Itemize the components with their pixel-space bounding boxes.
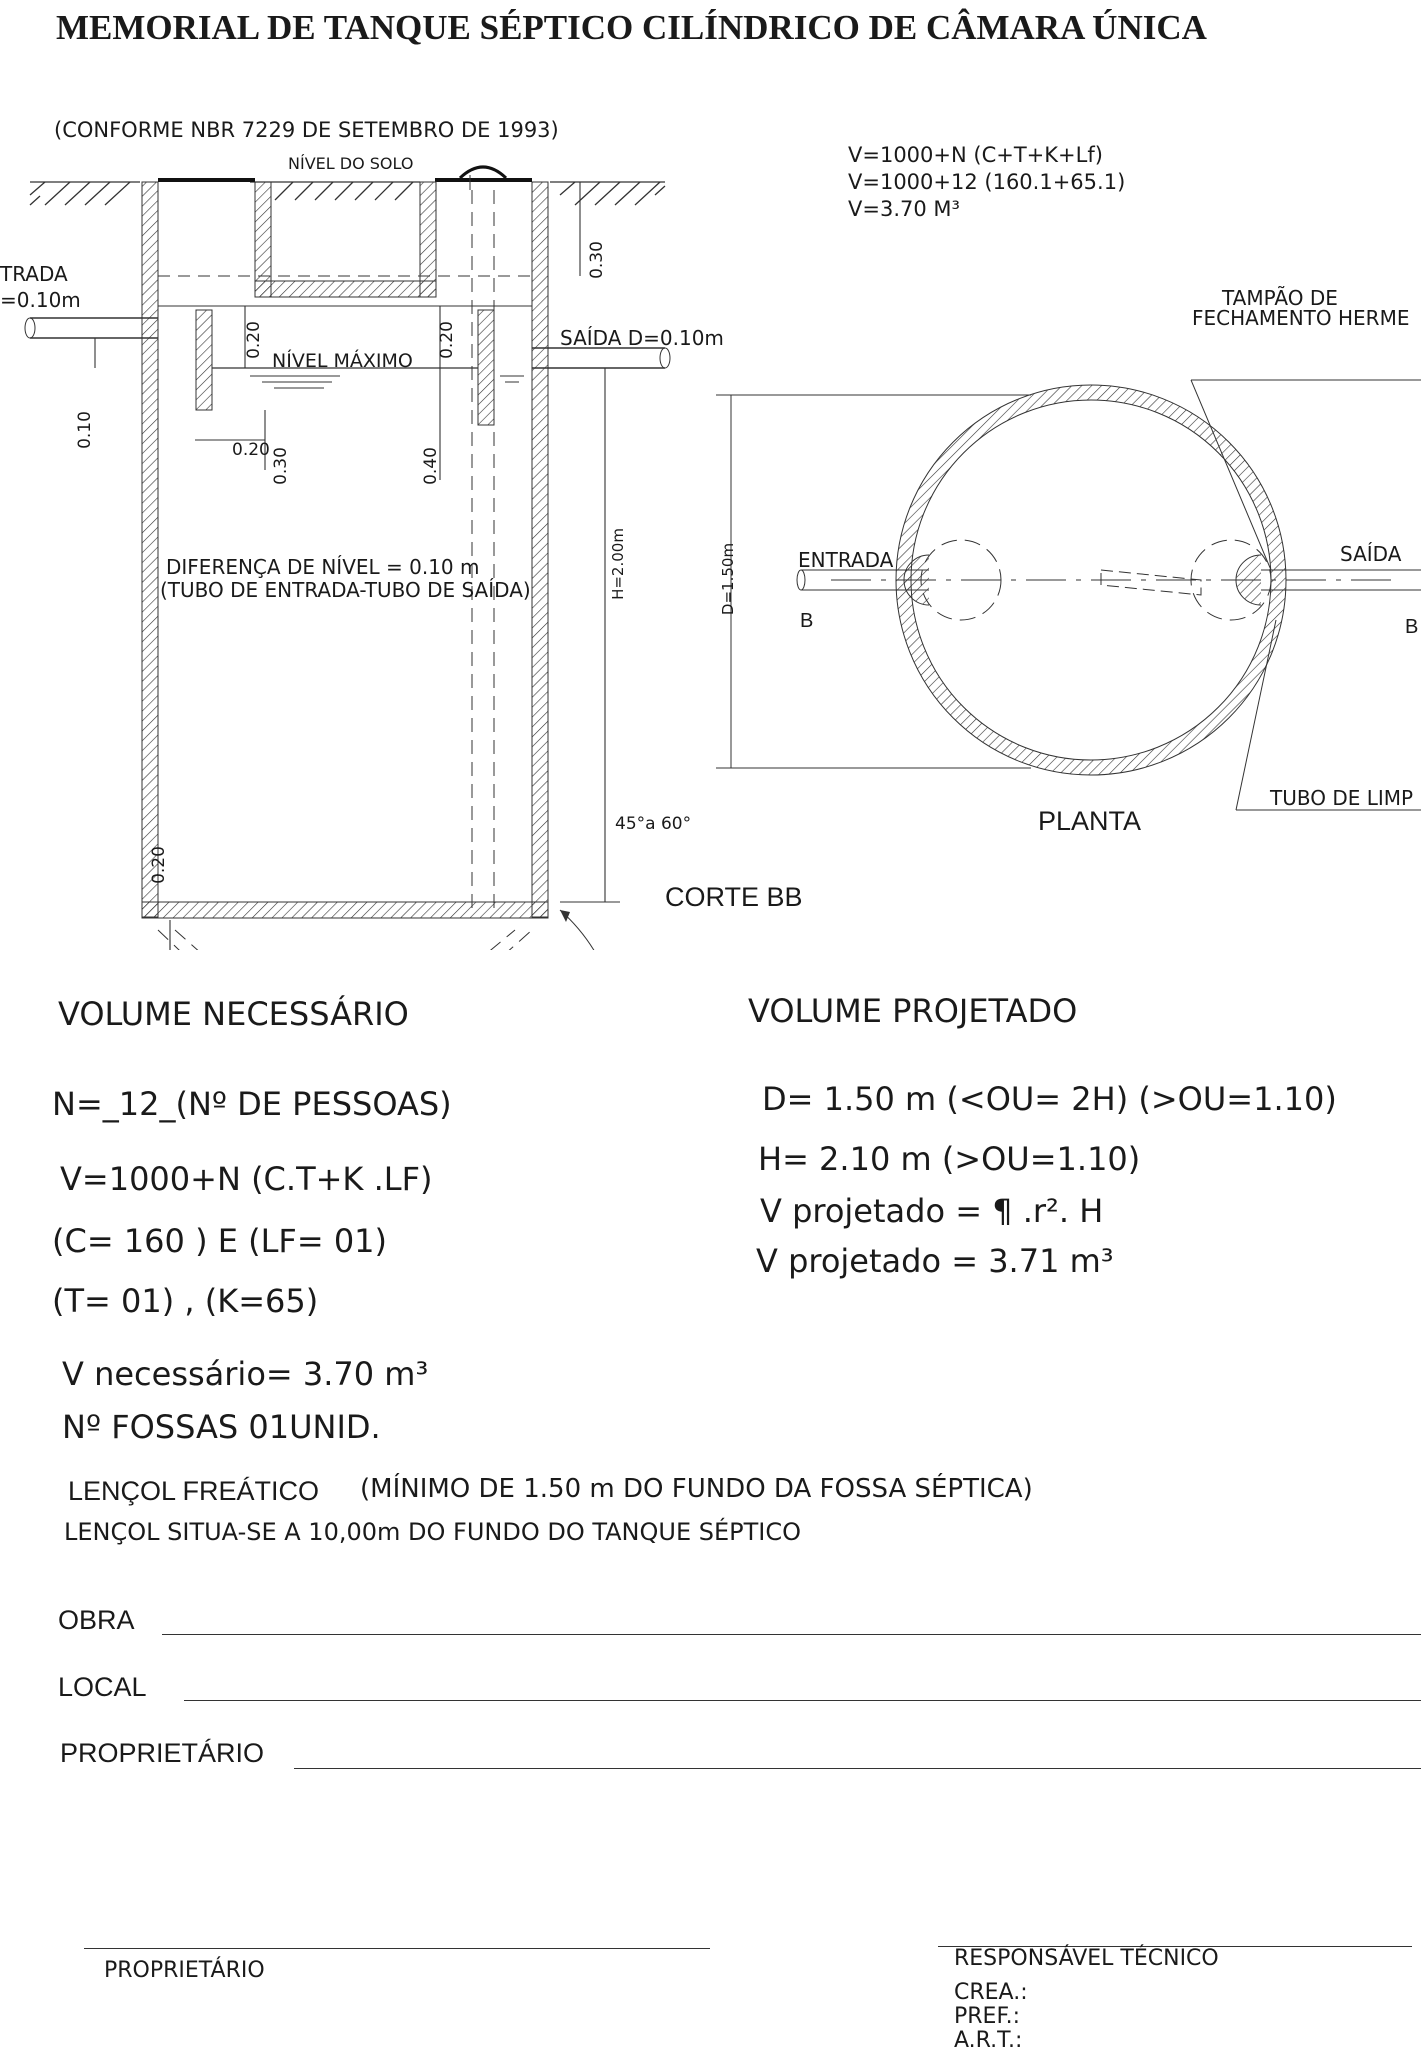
obra-label: OBRA [58, 1605, 135, 1635]
angle-label: 45°a 60° [615, 814, 692, 834]
fossas-count: Nº FOSSAS 01UNID. [62, 1408, 381, 1446]
ground-hatch [30, 182, 665, 205]
dim-020-a: 0.20 [243, 321, 264, 359]
planta-label: PLANTA [1038, 806, 1142, 836]
projetado-formula: V projetado = ¶ .r². H [760, 1192, 1104, 1230]
signature-proprietario: PROPRIETÁRIO [104, 1958, 265, 1983]
tampao-label-1: TAMPÃO DE [1222, 286, 1338, 310]
dim-h: H=2.00m [608, 528, 627, 600]
planta-b-right: B [1405, 616, 1419, 638]
dim-040: 0.40 [420, 447, 441, 485]
obra-line [162, 1634, 1421, 1635]
signature-crea: CREA.: [954, 1980, 1028, 2005]
diferenca-nivel-2: (TUBO DE ENTRADA-TUBO DE SAÍDA) [160, 578, 531, 602]
planta-dim-d: D=1.50m [719, 542, 738, 616]
signature-line-proprietario [84, 1948, 710, 1949]
planta-drawing [701, 370, 1421, 830]
local-label: LOCAL [58, 1672, 147, 1702]
volume-projetado-heading: VOLUME PROJETADO [748, 992, 1078, 1030]
formula-line-2: V=1000+12 (160.1+65.1) [848, 170, 1126, 194]
saida-label: SAÍDA D=0.10m [560, 326, 724, 350]
nivel-solo-label: NÍVEL DO SOLO [288, 154, 414, 173]
projetado-h: H= 2.10 m (>OU=1.10) [758, 1140, 1141, 1178]
tampao-label-2: FECHAMENTO HERME [1192, 306, 1410, 330]
proprietario-label: PROPRIETÁRIO [60, 1738, 265, 1768]
local-line [184, 1700, 1421, 1701]
dim-020-bottom: 0.20 [148, 846, 169, 884]
diferenca-nivel-1: DIFERENÇA DE NÍVEL = 0.10 m [166, 555, 480, 579]
dim-030-b: 0.30 [270, 447, 291, 485]
document-title: MEMORIAL DE TANQUE SÉPTICO CILÍNDRICO DE CÂMARA ÚNICA [56, 8, 1207, 47]
volume-n: N=_12_(Nº DE PESSOAS) [52, 1085, 452, 1123]
tubo-limpeza-label: TUBO DE LIMP [1270, 786, 1414, 810]
corte-bb-label: CORTE BB [665, 882, 803, 912]
planta-entrada-label: ENTRADA [798, 548, 894, 572]
volume-necessario-result: V necessário= 3.70 m³ [62, 1355, 429, 1393]
projetado-d: D= 1.50 m (<OU= 2H) (>OU=1.10) [762, 1080, 1337, 1118]
dim-030-top: 0.30 [586, 241, 607, 279]
volume-necessario-heading: VOLUME NECESSÁRIO [58, 995, 409, 1033]
norma-reference: (CONFORME NBR 7229 DE SETEMBRO DE 1993) [54, 118, 559, 142]
formula-line-1: V=1000+N (C+T+K+Lf) [848, 143, 1103, 167]
signature-pref: PREF.: [954, 2004, 1020, 2029]
volume-t: (T= 01) , (K=65) [52, 1282, 319, 1320]
signature-responsavel: RESPONSÁVEL TÉCNICO [954, 1946, 1219, 1971]
planta-b-left: B [800, 610, 814, 632]
entrada-label-1: TRADA [0, 262, 68, 286]
dim-010: 0.10 [74, 411, 95, 449]
volume-c: (C= 160 ) E (LF= 01) [52, 1222, 388, 1260]
lencol-info: LENÇOL SITUA-SE A 10,00m DO FUNDO DO TANQUE SÉPTICO [64, 1518, 802, 1546]
planta-saida-label: SAÍDA [1340, 542, 1402, 566]
nivel-maximo-label: NÍVEL MÁXIMO [272, 350, 413, 372]
signature-art: A.R.T.: [954, 2028, 1023, 2053]
projetado-result: V projetado = 3.71 m³ [756, 1242, 1114, 1280]
lencol-note: (MÍNIMO DE 1.50 m DO FUNDO DA FOSSA SÉPTICA) [360, 1474, 1033, 1504]
formula-line-3: V=3.70 M³ [848, 197, 960, 221]
entrada-label-2: =0.10m [0, 288, 81, 312]
dim-020-c: 0.20 [232, 440, 270, 460]
lencol-label: LENÇOL FREÁTICO [68, 1476, 320, 1506]
volume-v: V=1000+N (C.T+K .LF) [60, 1160, 433, 1198]
dim-020-b: 0.20 [436, 321, 457, 359]
proprietario-line [294, 1768, 1421, 1769]
